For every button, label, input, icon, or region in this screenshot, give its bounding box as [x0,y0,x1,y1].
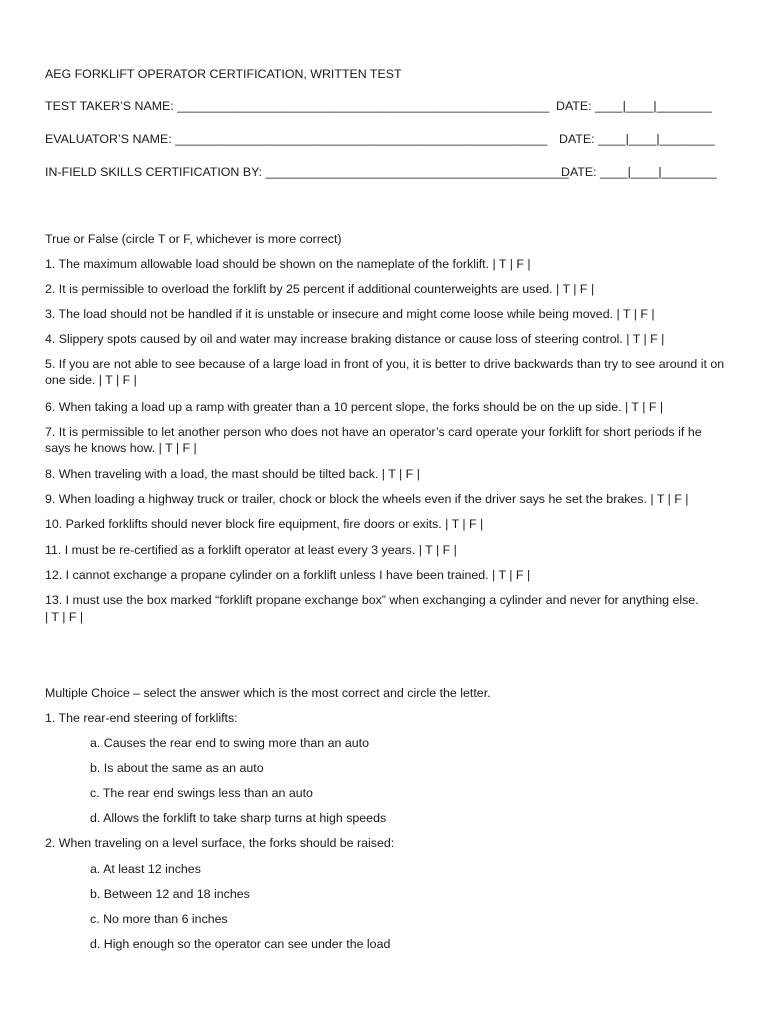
mc-option[interactable]: d. High enough so the operator can see under the load [90,937,391,951]
evaluator-name-field[interactable]: EVALUATOR’S NAME: ______________________________________________________ [45,132,548,146]
mc-option[interactable]: b. Is about the same as an auto [90,761,264,775]
tf-question[interactable]: 11. I must be re-certified as a forklift operator at least every 3 years. | T | F | [45,543,457,557]
tf-question[interactable]: 10. Parked forklifts should never block fire equipment, fire doors or exits. | T | F | [45,517,484,531]
tf-question[interactable]: 9. When loading a highway truck or trailer, chock or block the wheels even if the driver says he set the brakes. | T | F | [45,492,689,506]
tf-question[interactable]: 13. I must use the box marked “forklift propane exchange box” when exchanging a cylinder and never for anything else. [45,593,699,607]
test-taker-name-field[interactable]: TEST TAKER’S NAME: ______________________________________________________ [45,99,550,113]
tf-question[interactable]: 5. If you are not able to see because of a large load in front of you, it is better to drive backwards than try to see around it on one side. | T | F | [45,357,725,387]
multiple-choice-heading: Multiple Choice – select the answer which is the most correct and circle the letter. [45,686,491,700]
evaluator-date-field[interactable]: DATE: ____|____|________ [559,132,715,146]
certification-date-field[interactable]: DATE: ____|____|________ [561,165,717,179]
mc-question: 2. When traveling on a level surface, the forks should be raised: [45,836,395,850]
mc-option[interactable]: d. Allows the forklift to take sharp turns at high speeds [90,811,387,825]
tf-question[interactable]: 3. The load should not be handled if it is unstable or insecure and might come loose while being moved. | T | F | [45,307,655,321]
mc-option[interactable]: c. The rear end swings less than an auto [90,786,313,800]
mc-question: 1. The rear-end steering of forklifts: [45,711,238,725]
mc-option[interactable]: a. Causes the rear end to swing more than an auto [90,736,369,750]
true-false-heading: True or False (circle T or F, whichever is more correct) [45,232,342,246]
tf-question[interactable]: 1. The maximum allowable load should be shown on the nameplate of the forklift. | T | F | [45,257,531,271]
certification-by-field[interactable]: IN-FIELD SKILLS CERTIFICATION BY: ____________________________________________ [45,165,569,179]
tf-question[interactable]: 4. Slippery spots caused by oil and water may increase braking distance or cause loss of steering control. | T | F | [45,332,665,346]
document-title: AEG FORKLIFT OPERATOR CERTIFICATION, WRITTEN TEST [45,67,402,81]
mc-option[interactable]: c. No more than 6 inches [90,912,228,926]
mc-option[interactable]: b. Between 12 and 18 inches [90,887,250,901]
mc-option[interactable]: a. At least 12 inches [90,862,201,876]
tf-question[interactable]: 12. I cannot exchange a propane cylinder on a forklift unless I have been trained. | T | F | [45,568,531,582]
tf-question[interactable]: 2. It is permissible to overload the forklift by 25 percent if additional counterweights are used. | T | F | [45,282,595,296]
tf-answer-options[interactable]: | T | F | [45,610,84,624]
tf-question[interactable]: 8. When traveling with a load, the mast should be tilted back. | T | F | [45,467,420,481]
tf-question[interactable]: 7. It is permissible to let another person who does not have an operator’s card operate your forklift for short periods if he says he knows how. | T | F | [45,425,702,455]
tf-question[interactable]: 6. When taking a load up a ramp with greater than a 10 percent slope, the forks should be on the up side. | T | F | [45,400,664,414]
test-taker-date-field[interactable]: DATE: ____|____|________ [556,99,712,113]
